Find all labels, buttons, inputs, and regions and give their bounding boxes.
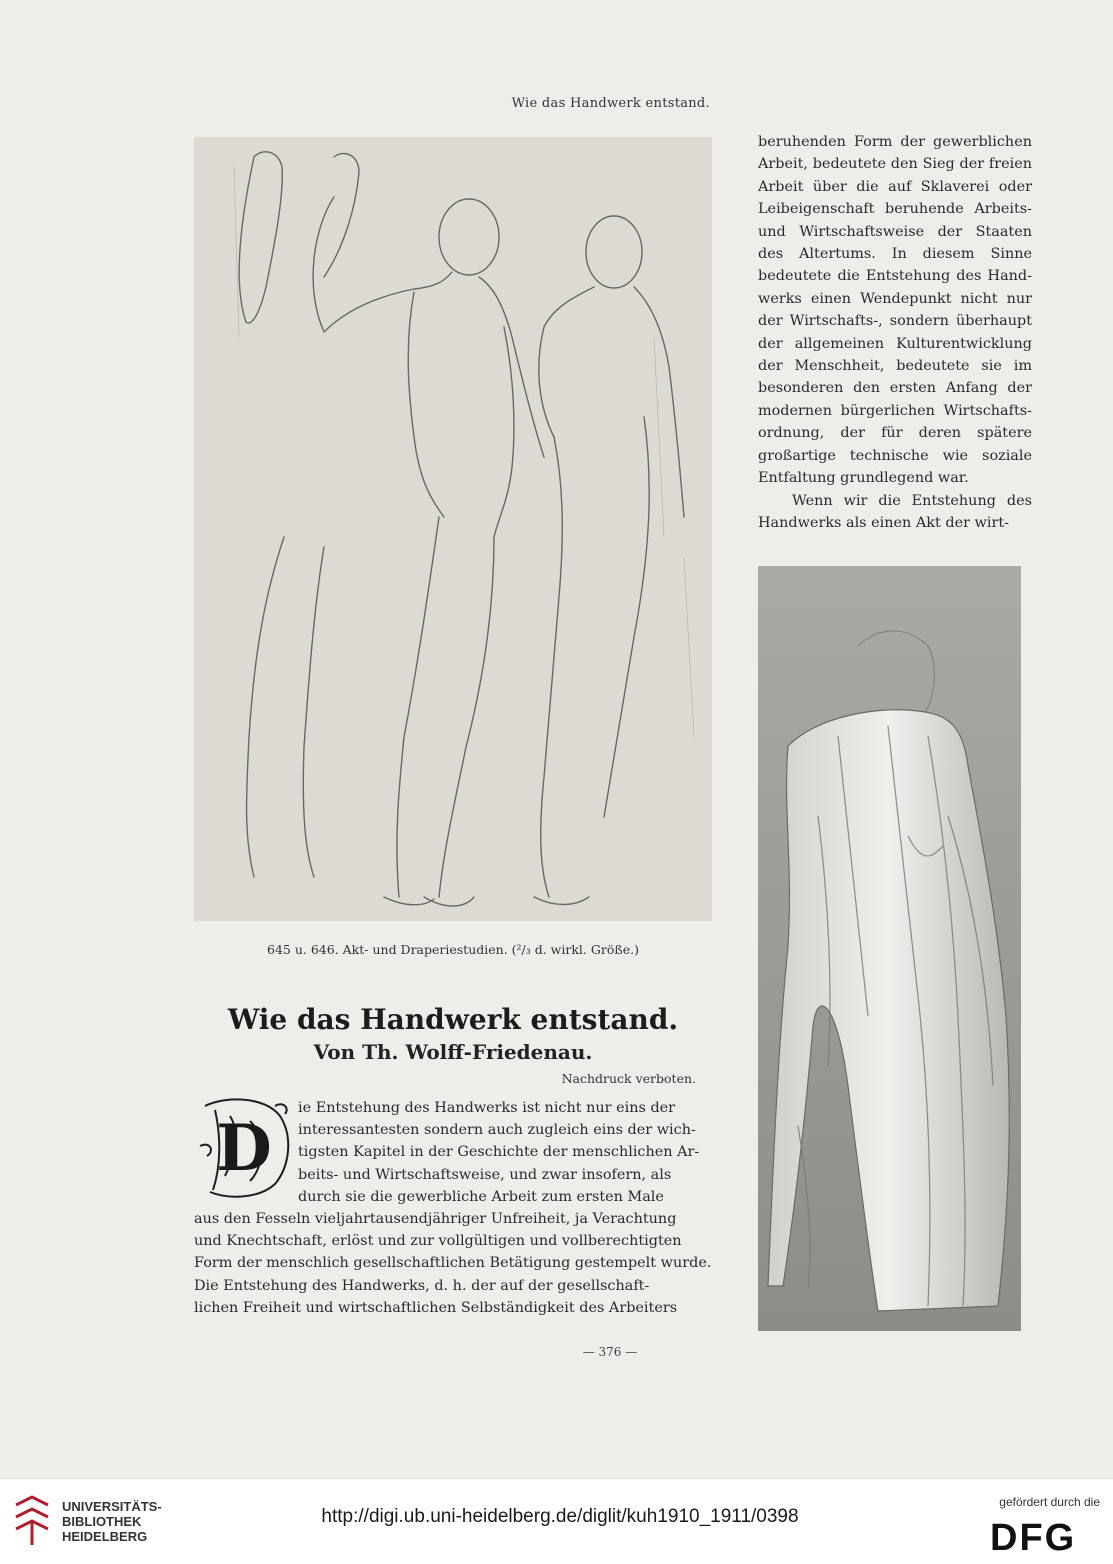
article-byline: Von Th. Wolff-Friedenau. [313,1040,593,1064]
body-line: lichen Freiheit und wirtschaftlichen Selbständigkeit des Arbeiters [194,1299,678,1316]
right-column-text [758,131,1032,534]
body-line: interessantesten sondern auch zugleich eins der wich- [298,1122,696,1139]
body-line: durch sie die gewerbliche Arbeit zum ersten Male [298,1188,664,1205]
body-line: aus den Fesseln vieljahrtausendjähriger Unfreiheit, ja Verachtung [194,1211,677,1228]
body-line: Form der menschlich gesellschaftlichen Betätigung gestempelt wurde. [194,1255,712,1272]
article-body [194,1097,712,1319]
nude-studies-sketch [194,137,712,921]
footer-bar [0,1478,1113,1564]
dfg-logo[interactable]: DFG [990,1517,1077,1559]
article-title: Wie das Handwerk entstand. [227,1003,679,1036]
body-line: und Knechtschaft, erlöst und zur vollgültigen und vollberechtigten [194,1233,682,1250]
body-line: beits- und Wirtschaftsweise, und zwar insofern, als [298,1166,672,1183]
figure-caption: 645 u. 646. Akt- und Draperiestudien. (²/₃ d. wirkl. Größe.) [267,942,639,957]
reprint-notice: Nachdruck verboten. [561,1071,696,1086]
body-line: Die Entstehung des Handwerks, d. h. der auf der gesellschaft- [194,1277,650,1294]
right-column-paragraph: Wenn wir die Entstehung des Handwerks als einen Akt der wirt- [758,492,1032,531]
drapery-study-sketch [758,566,1021,1331]
page-number: — 376 — [582,1345,638,1359]
library-name-line: UNIVERSITÄTS- [62,1499,162,1514]
permalink-url[interactable]: http://digi.ub.uni-heidelberg.de/diglit/kuh1910_1911/0398 [321,1506,799,1527]
library-logo-icon[interactable] [12,1495,52,1547]
right-column-paragraph: beruhenden Form der gewerblichen Arbeit, bedeutete den Sieg der freien Arbeit über die auf Sklaverei oder Leibeigenschaft beruhende Arbeits- und Wirtschaftsweise der Staaten des Altertums. In diesem Sinne bedeutete die Entstehung des Hand- werks einen Wendepunkt nicht nur der Wirtschafts-, sondern überhaupt der allgemeinen Kulturentwicklung der Menschheit, bedeutete sie im besonderen den ersten Anfang der modernen bürgerlichen Wirtschafts- ordnung, der für deren spätere großartige technische wie soziale Entfaltung grundlegend war. [758,134,1032,487]
body-line: ie Entstehung des Handwerks ist nicht nur eins der [298,1100,676,1116]
library-name-line: HEIDELBERG [62,1529,148,1544]
body-line: tigsten Kapitel in der Geschichte der menschlichen Ar- [298,1144,700,1161]
library-name[interactable] [62,1499,162,1544]
running-head: Wie das Handwerk entstand. [511,96,710,111]
funded-by-label: gefördert durch die [999,1495,1100,1509]
figure-drapery-study [758,566,1021,1331]
initial-letter: D [216,1111,272,1186]
figure-nude-studies [194,137,712,921]
library-name-line: BIBLIOTHEK [62,1514,142,1529]
